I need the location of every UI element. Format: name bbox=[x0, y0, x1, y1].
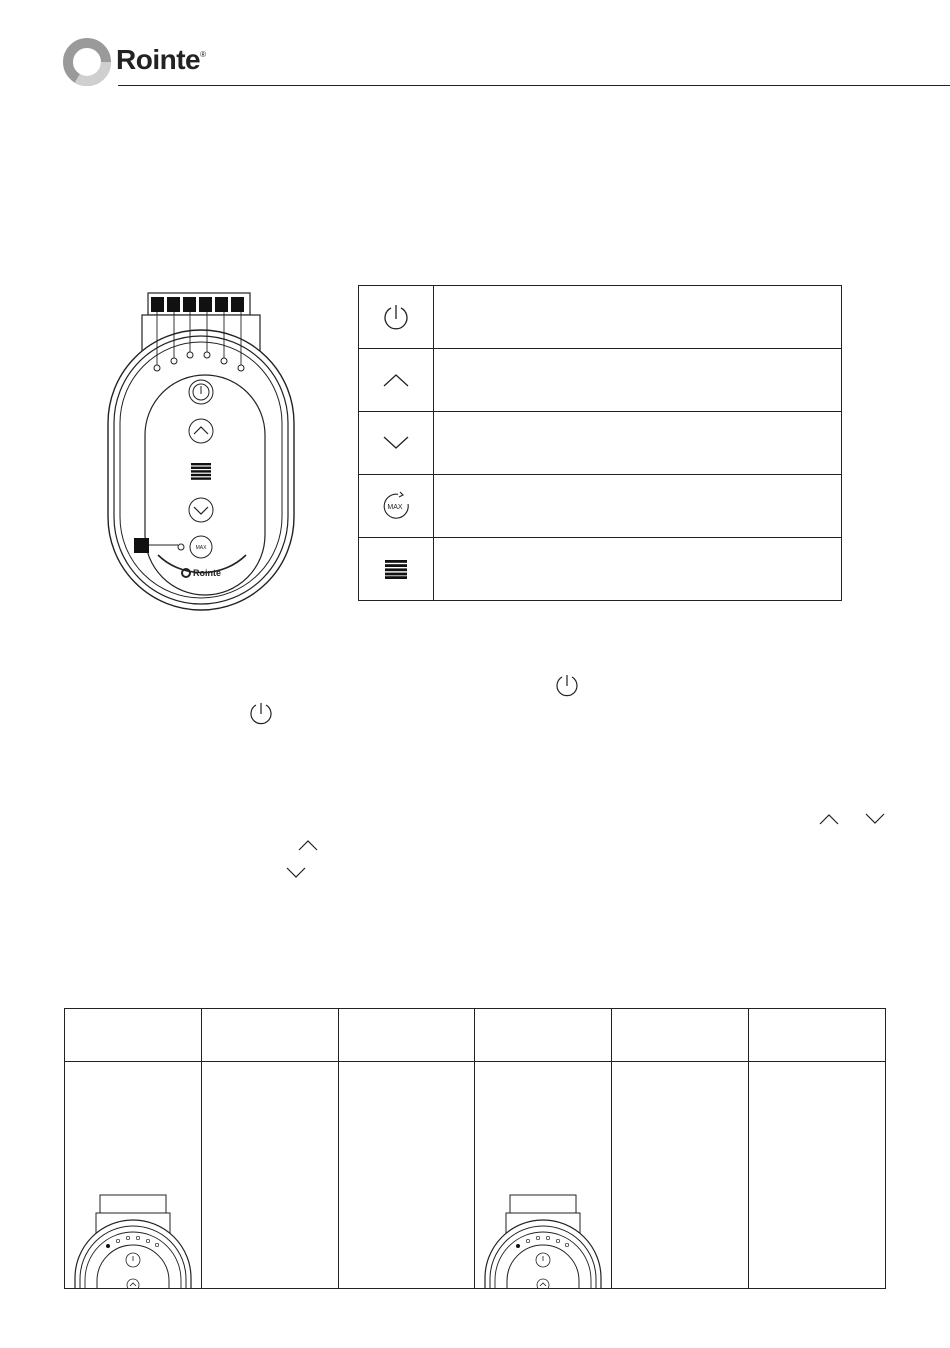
table-header-row bbox=[65, 1009, 886, 1062]
device-max-label: MAX bbox=[195, 545, 207, 551]
table-cell bbox=[475, 1062, 612, 1289]
table-cell bbox=[749, 1062, 886, 1289]
icon-cell bbox=[359, 475, 434, 538]
icon-cell bbox=[359, 412, 434, 475]
header-cell bbox=[475, 1009, 612, 1062]
header-cell bbox=[338, 1009, 475, 1062]
table-row bbox=[359, 412, 842, 475]
power-icon bbox=[555, 672, 579, 698]
power-icon bbox=[381, 302, 411, 332]
table-row bbox=[65, 1062, 886, 1289]
chevron-down-icon bbox=[285, 866, 307, 880]
icon-cell bbox=[359, 349, 434, 412]
table-cell bbox=[612, 1062, 749, 1289]
power-icon bbox=[249, 700, 273, 726]
icon-cell bbox=[359, 286, 434, 349]
chevron-up-icon bbox=[381, 370, 411, 390]
description-cell bbox=[434, 286, 842, 349]
header-divider bbox=[118, 85, 950, 86]
table-cell bbox=[65, 1062, 202, 1289]
header-cell bbox=[201, 1009, 338, 1062]
icon-cell bbox=[359, 538, 434, 601]
svg-text:MAX: MAX bbox=[387, 504, 403, 511]
description-cell bbox=[434, 412, 842, 475]
table-row bbox=[359, 349, 842, 412]
header-cell bbox=[612, 1009, 749, 1062]
chevron-down-icon bbox=[381, 433, 411, 453]
max-boost-icon bbox=[380, 490, 412, 522]
header-cell bbox=[749, 1009, 886, 1062]
description-cell bbox=[434, 349, 842, 412]
chevron-down-icon bbox=[864, 812, 886, 826]
table-cell bbox=[338, 1062, 475, 1289]
table-row bbox=[359, 475, 842, 538]
table-cell bbox=[201, 1062, 338, 1289]
thermostat-device-illustration bbox=[100, 285, 310, 615]
icon-legend-table bbox=[358, 285, 842, 601]
settings-grid-table bbox=[64, 1008, 886, 1289]
header-cell bbox=[65, 1009, 202, 1062]
chevron-up-icon bbox=[818, 812, 840, 826]
description-cell bbox=[434, 538, 842, 601]
table-row bbox=[359, 286, 842, 349]
description-cell bbox=[434, 475, 842, 538]
chevron-up-icon bbox=[297, 838, 319, 852]
device-thumbnail bbox=[477, 1193, 609, 1288]
brand-name: Rointe® bbox=[116, 44, 206, 75]
device-brand: Rointe bbox=[193, 568, 221, 578]
device-thumbnail bbox=[67, 1193, 199, 1288]
level-bars-icon bbox=[385, 559, 407, 579]
table-row bbox=[359, 538, 842, 601]
